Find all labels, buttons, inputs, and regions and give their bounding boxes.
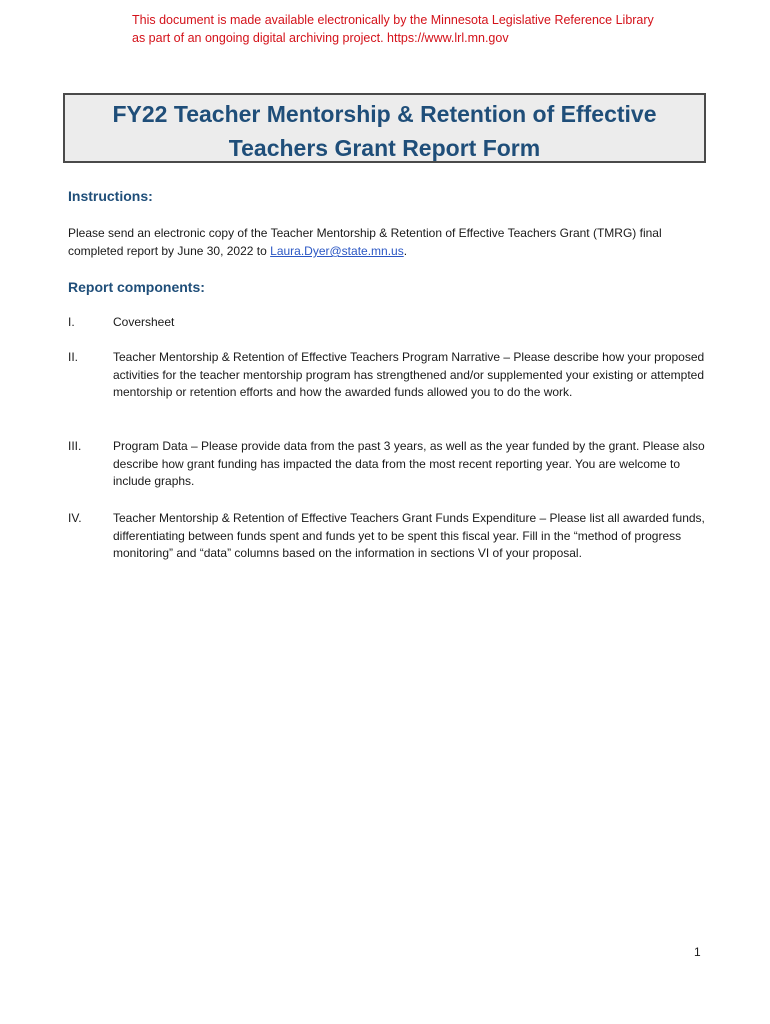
list-item-number: IV. [68,511,82,525]
email-link[interactable]: Laura.Dyer@state.mn.us [270,244,404,258]
list-item-number: I. [68,315,75,329]
archive-notice [132,11,732,47]
document-title-line-2: Teachers Grant Report Form [228,135,541,161]
instructions-text: Please send an electronic copy of the Teacher Mentorship & Retention of Effective Teachers Grant (TMRG) final completed report by June 30, 2022 to [68,226,662,258]
list-item-number: III. [68,439,82,453]
archive-notice-line-1: This document is made available electronically by the Minnesota Legislative Reference Library [132,13,654,27]
instructions-paragraph [68,224,708,260]
document-title-line-1: FY22 Teacher Mentorship & Retention of Effective [112,101,657,127]
archive-notice-line-2: as part of an ongoing digital archiving project. https://www.lrl.mn.gov [132,31,509,45]
report-components-heading: Report components: [68,279,205,295]
list-item-text: Coversheet [113,315,175,329]
page-number: 1 [694,945,701,959]
list-item-text: Program Data – Please provide data from the past 3 years, as well as the year funded by the grant. Please also describe how grant funding has impacted the data from the most recent reporting year. You are welcome to include graphs. [113,439,705,488]
instructions-heading: Instructions: [68,188,153,204]
document-title-box [63,93,706,163]
list-item-text: Teacher Mentorship & Retention of Effective Teachers Grant Funds Expenditure – Please list all awarded funds, differentiating between funds spent and funds yet to be spent this fiscal year. Fill in the “method of progress monitoring” and “data” columns based on the information in sections VI of your proposal. [113,511,705,560]
list-item-number: II. [68,350,79,364]
list-item-text: Teacher Mentorship & Retention of Effective Teachers Program Narrative – Please describe how your proposed activities for the teacher mentorship program has strengthened and/or supplemented your existing or attempted mentorship or retention efforts and how the awarded funds allowed you to do the work. [113,350,705,399]
instructions-text-end: . [403,244,408,258]
